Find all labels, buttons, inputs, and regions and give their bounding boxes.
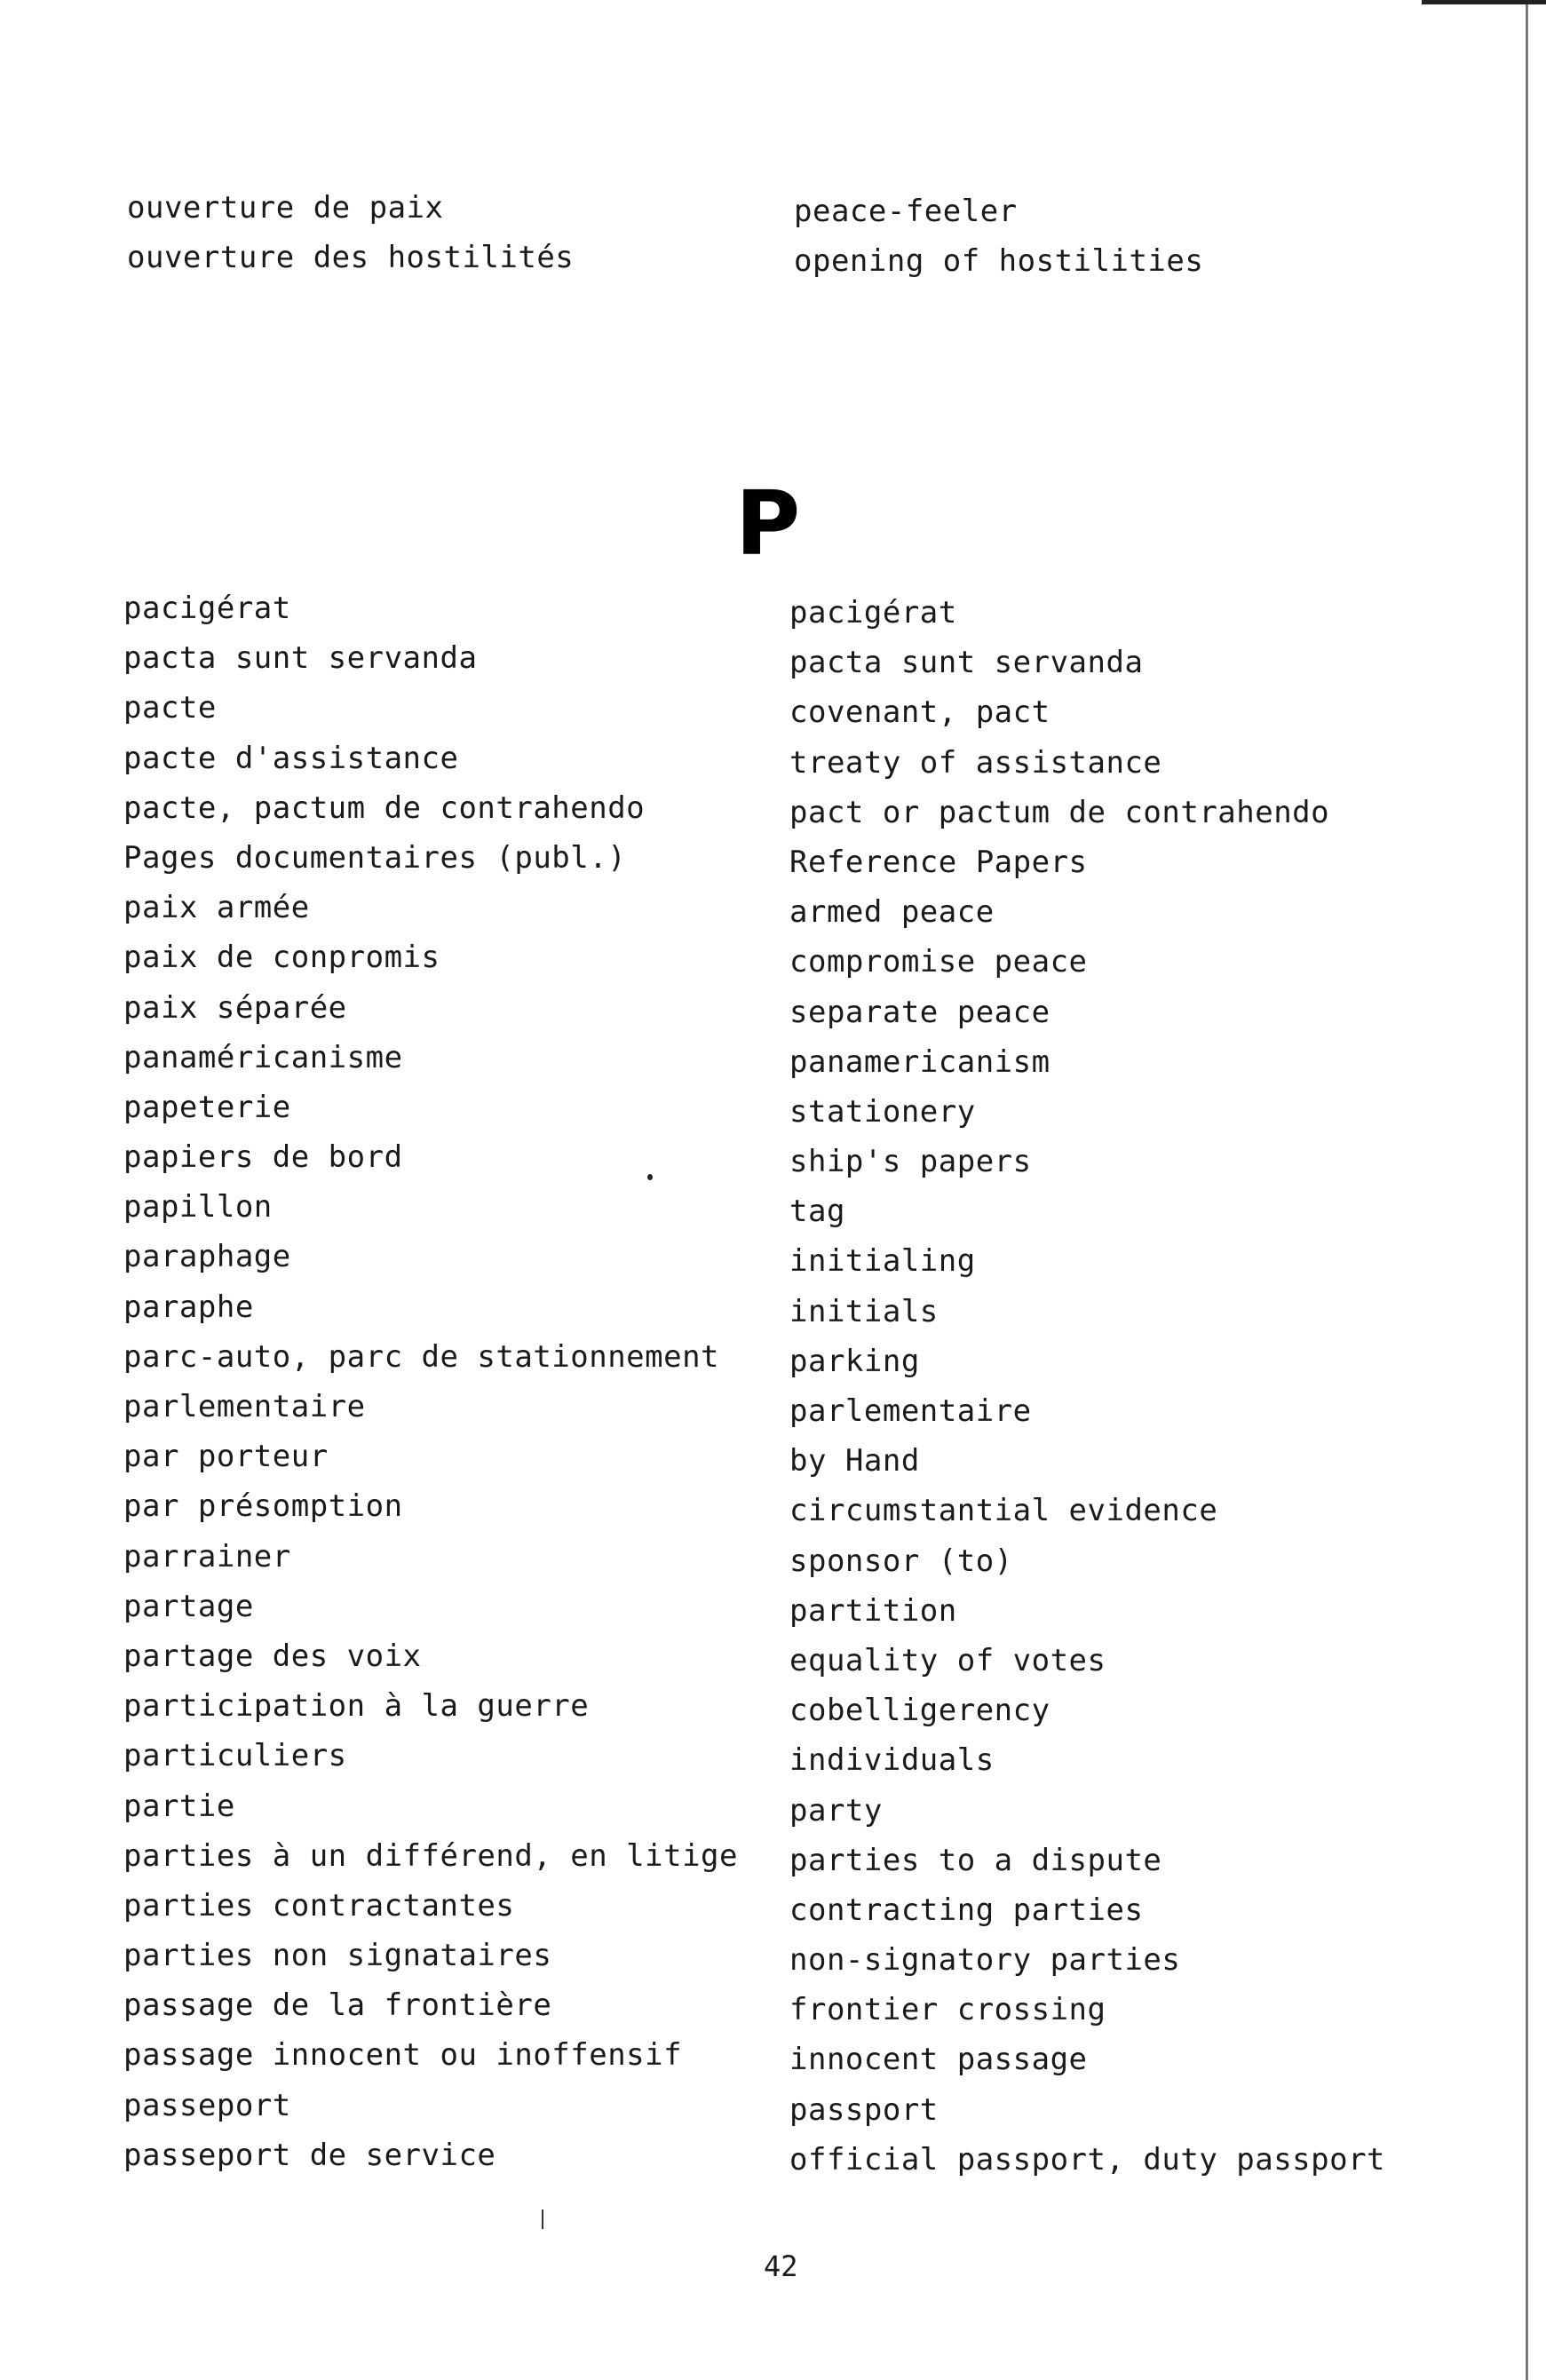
english-term: contracting parties	[789, 1892, 1144, 1928]
english-term: opening of hostilities	[794, 243, 1204, 280]
english-term: parties to a dispute	[789, 1842, 1162, 1878]
english-term: pacigérat	[789, 595, 957, 631]
french-term: Pages documentaires (publ.)	[123, 839, 627, 876]
french-term: pacte	[123, 690, 217, 726]
english-term: individuals	[789, 1742, 995, 1779]
french-term: parties à un différend, en litige	[123, 1837, 739, 1874]
english-term: pacta sunt servanda	[789, 645, 1144, 681]
french-term: paraphage	[123, 1239, 291, 1275]
french-term: passage innocent ou inoffensif	[123, 2037, 683, 2074]
english-term: compromise peace	[789, 944, 1088, 980]
english-term: innocent passage	[789, 2042, 1088, 2078]
french-term: pacigérat	[123, 591, 291, 626]
english-term: parlementaire	[789, 1393, 1032, 1429]
page-edge-line	[1526, 0, 1528, 2380]
french-term: par porteur	[123, 1439, 329, 1475]
english-term: partition	[789, 1592, 957, 1629]
french-term: parties non signataires	[123, 1938, 552, 1974]
english-term: covenant, pact	[789, 694, 1050, 731]
french-term: pacte, pactum de contrahendo	[123, 789, 646, 826]
french-column-top	[127, 183, 574, 282]
english-term: separate peace	[789, 994, 1050, 1030]
english-column-top	[794, 186, 1203, 286]
french-term: passage de la frontière	[123, 1987, 552, 2024]
french-term: paix de conpromis	[123, 940, 440, 976]
english-term: panamericanism	[789, 1043, 1050, 1080]
english-term: by Hand	[789, 1443, 920, 1480]
english-term: tag	[789, 1194, 845, 1230]
english-term: frontier crossing	[789, 1992, 1106, 2028]
page-number: 42	[764, 2249, 798, 2283]
french-term: papeterie	[123, 1089, 291, 1125]
english-term: sponsor (to)	[789, 1543, 1013, 1579]
english-term: pact or pactum de contrahendo	[789, 794, 1330, 830]
french-term: panaméricanisme	[123, 1039, 403, 1075]
french-term: pacte d'assistance	[123, 740, 459, 776]
page-edge-top	[1422, 0, 1546, 4]
english-term: circumstantial evidence	[789, 1493, 1218, 1529]
french-term: par présomption	[123, 1488, 403, 1525]
french-term: partie	[123, 1788, 235, 1824]
french-term: parlementaire	[123, 1389, 366, 1424]
french-term: ouverture de paix	[127, 190, 444, 226]
french-term: passeport	[123, 2087, 291, 2123]
french-term: parrainer	[123, 1538, 291, 1575]
french-term: paraphe	[123, 1289, 254, 1325]
scan-speck	[647, 1174, 653, 1180]
french-term: pacta sunt servanda	[123, 640, 478, 677]
french-term: partage	[123, 1588, 254, 1624]
french-term: partage des voix	[123, 1638, 422, 1674]
english-term: equality of votes	[789, 1642, 1106, 1678]
english-term: armed peace	[789, 894, 995, 931]
scan-mark	[542, 2209, 543, 2229]
english-term: initialing	[789, 1243, 976, 1280]
section-letter: P	[735, 472, 801, 575]
french-term: paix séparée	[123, 989, 347, 1026]
french-term: passeport de service	[123, 2137, 496, 2173]
french-term: paix armée	[123, 890, 310, 926]
english-term: Reference Papers	[789, 844, 1088, 880]
english-term: stationery	[789, 1093, 976, 1130]
french-term: parc-auto, parc de stationnement	[123, 1338, 720, 1375]
english-term: passport	[789, 2091, 939, 2128]
english-column	[789, 588, 1385, 2185]
english-term: parking	[789, 1343, 920, 1379]
french-term: ouverture des hostilités	[127, 240, 575, 276]
english-term: treaty of assistance	[789, 744, 1162, 781]
english-term: non-signatory parties	[789, 1942, 1181, 1979]
english-term: peace-feeler	[794, 194, 1018, 229]
french-column	[123, 583, 738, 2180]
french-term: parties contractantes	[123, 1887, 515, 1924]
english-term: party	[789, 1792, 883, 1829]
english-term: initials	[789, 1293, 939, 1329]
english-term: ship's papers	[789, 1144, 1032, 1180]
english-term: cobelligerency	[789, 1693, 1050, 1729]
english-term: official passport, duty passport	[789, 2141, 1386, 2178]
french-term: particuliers	[123, 1738, 347, 1774]
french-term: papiers de bord	[123, 1139, 403, 1176]
french-term: participation à la guerre	[123, 1688, 590, 1725]
french-term: papillon	[123, 1189, 273, 1226]
